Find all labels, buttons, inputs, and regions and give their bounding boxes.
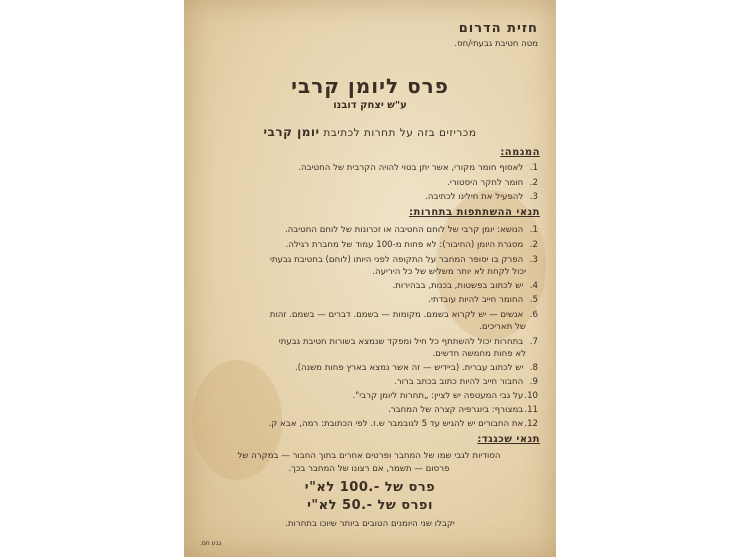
org-subtitle: מטה חטיבת גבעתי/חס.	[454, 39, 538, 49]
goal-item	[200, 192, 538, 202]
item-text: להפעיל את חילינו לכתיבה.	[425, 192, 524, 202]
condition-item	[200, 405, 538, 415]
condition-item	[200, 255, 538, 265]
item-number: 7.	[529, 337, 538, 347]
item-number: 12.	[524, 419, 538, 429]
item-number: 4.	[529, 281, 538, 291]
item-number: 1.	[529, 163, 538, 173]
condition-item	[200, 310, 538, 320]
item-text: יש לכתוב בפשטות, בכנות, בבהירות.	[392, 281, 524, 291]
condition-item	[200, 295, 538, 305]
condition-item	[200, 337, 538, 347]
author-line: ע"ש יצחק דובנו	[333, 100, 407, 111]
item-text: לאסוף חומר מקורי, אשר יתן בטוי להויה הקרבית של החטיבה.	[298, 163, 524, 173]
item-text: החומר חייב להיות עובדתי.	[428, 295, 524, 305]
item-number: 3.	[529, 192, 538, 202]
item-text: על גבי המעטפה יש לציין: „תחרות ליומן קרבי".	[352, 391, 524, 401]
item-text: את החבורים יש להגיש עד 5 לנובמבר ש.ז. לפי הכתובת: רמה, אבא ק.	[268, 419, 524, 429]
goal-item	[200, 163, 538, 173]
item-number: 1.	[529, 225, 538, 235]
item-number: 3.	[529, 255, 538, 265]
goals-heading: המגמה:	[500, 147, 540, 158]
intro-line	[200, 125, 540, 139]
special-line: הסודיות לגבי שמו של המחבר ופרטים אחרים בתוך החבור — במקרה של	[237, 451, 501, 461]
condition-continuation: של תאריכים.	[479, 322, 526, 332]
condition-item	[200, 419, 538, 429]
special-heading: תנאי שכגגד:	[477, 434, 540, 445]
org-name: חזית הדרום	[458, 21, 538, 36]
condition-item	[200, 363, 538, 373]
item-text: הנושא: יומן קרבי של לוחם החטיבה או זכרונות של לוחם החטיבה.	[284, 225, 524, 235]
prize-second: ופרס של -.50 לא"י	[307, 498, 433, 513]
page-title: פרס ליומן קרבי	[291, 74, 449, 98]
special-line: פרסום — תשמר, אם רצונו של המחבר בכך.	[288, 464, 450, 474]
item-number: 6.	[529, 310, 538, 320]
item-text: יש לכתוב עברית. (ביידיש — זה אשר נמצא בארץ פחות משנה).	[294, 363, 524, 373]
intro-text: מכריזים בזה על תחרות לכתיבת	[323, 127, 477, 139]
item-text: הפרק בו יסופר המחבר על התקופה לפני היותו (לוחם) בחטיבת גבעתי	[269, 255, 524, 265]
goal-item	[200, 178, 538, 188]
condition-item	[200, 281, 538, 291]
intro-bold: יומן קרבי	[263, 125, 320, 139]
item-number: 5.	[529, 295, 538, 305]
item-number: 2.	[529, 178, 538, 188]
conditions-heading: תנאי ההשתתפות בתחרות:	[409, 207, 540, 218]
footer-note: גבע חס.	[200, 540, 222, 547]
item-text: במצורף: ביוגרפיה קצרה של המחבר.	[388, 405, 524, 415]
condition-item	[200, 240, 538, 250]
item-text: בתחרות יכול להשתתף כל חיל ומפקד שנמצא בשורות חטיבת גבעתי	[278, 337, 524, 347]
item-text: מסגרת היומן (החיבור): לא פחות מ-100 עמוד של מחברת רגילה.	[285, 240, 524, 250]
closing-line: יקבלו שני היומנים הטובים ביותר שיוכו בתחרות.	[285, 519, 455, 529]
condition-continuation: לא פחות מחמשה חדשים.	[432, 349, 526, 359]
item-number: 2.	[529, 240, 538, 250]
item-number: 9.	[529, 377, 538, 387]
item-text: אנשים — יש לקרוא בשמם. מקומות — בשמם. דברים — בשמם. זהות	[269, 310, 524, 320]
item-number: 11.	[524, 405, 538, 415]
condition-item	[200, 391, 538, 401]
item-number: 10.	[524, 391, 538, 401]
condition-item	[200, 225, 538, 235]
item-text: החבור חייב להיות כתוב בכתב ברור.	[394, 377, 524, 387]
item-text: חומר לחקר היסטורי.	[447, 178, 524, 188]
item-number: 8.	[529, 363, 538, 373]
condition-continuation: יכול לקחת לא יותר משליש של כל היריעה.	[372, 267, 526, 277]
condition-item	[200, 377, 538, 387]
poster-document	[184, 0, 556, 557]
prize-first: פרס של -.100 לא"י	[304, 480, 436, 495]
